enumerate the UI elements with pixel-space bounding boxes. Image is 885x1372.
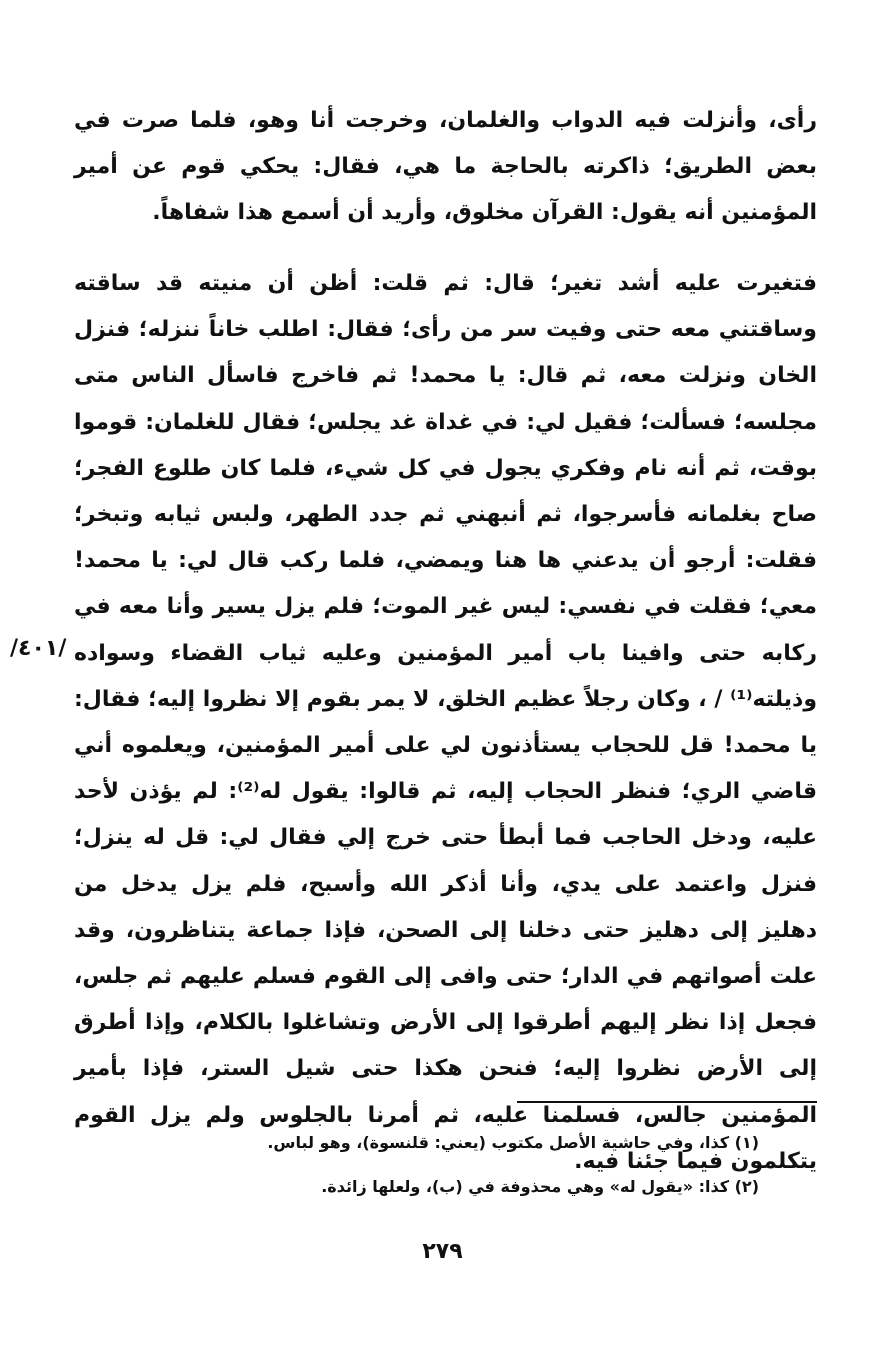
footnote-2: (٢) كذا: «يقول له» وهي محذوفة في (ب)، ولعلها زائدة.: [321, 1177, 759, 1196]
footnote-1: (١) كذا، وفي حاشية الأصل مكتوب (يعني: قلنسوة)، وهو لباس.: [267, 1133, 759, 1152]
body-paragraph-1: رأى، وأنزلت فيه الدواب والغلمان، وخرجت أنا وهو، فلما صرت في بعض الطريق؛ ذاكرته بالحاجة ما هي، فقال: يحكي قوم عن أمير المؤمنين أنه يقول: القرآن مخلوق، وأريد أن أسمع هذا شفاهاً.: [74, 108, 817, 226]
body-paragraph-2: فتغيرت عليه أشد تغير؛ قال: ثم قلت: أظن أن منيته قد ساقته وساقتني معه حتى وفيت سر من رأى؛ فقال: اطلب خاناً ننزله؛ فنزل الخان ونزلت معه، ثم قال: يا محمد! ثم فاخرج فاسأل الناس متى مجلسه؛ فسألت؛ فقيل لي: في غداة غد يجلس؛ فقال للغلمان: قوموا بوقت، ثم أنه نام وفكري يجول في كل شيء، فلما كان طلوع الفجر؛ صاح بغلمانه فأسرجوا، ثم أنبهني ثم جدد الطهر، ولبس ثيابه وتبخر؛ فقلت: أرجو أن يدعني ها هنا ويمضي، فلما ركب قال لي: يا محمد! معي؛ فقلت في نفسي: ليس غير الموت؛ فلم يزل يسير وأنا معه في ركابه حتى وافينا باب أمير المؤمنين وعليه ثياب القضاء وسواده وذيلته⁽¹⁾ / ، وكان رجلاً عظيم الخلق، لا يمر بقوم إلا نظروا إليه؛ فقال: يا محمد! قل للحجاب يستأذنون لي على أمير المؤمنين، ويعلموه أني قاضي الري؛ فنظر الحجاب إليه، ثم قالوا: يقول له⁽²⁾: لم يؤذن لأحد عليه، ودخل الحاجب فما أبطأ حتى خرج إلي فقال لي: قل له ينزل؛ فنزل واعتمد على يدي، وأنا أذكر الله وأسبح، فلم يزل يدخل من دهليز إلى دهليز حتى دخلنا إلى الصحن، فإذا جماعة يتناظرون، وقد علت أصواتهم في الدار؛ حتى وافى إلى القوم فسلم عليهم ثم جلس، فجعل إذا نظر إليهم أطرقوا إلى الأرض وتشاغلوا بالكلام، وإذا أطرق إلى الأرض نظروا إليه؛ فنحن هكذا حتى شيل الستر، فإذا بأمير المؤمنين جالس، فسلمنا عليه، ثم أمرنا بالجلوس ولم يزل القوم يتكلمون فيما جئنا فيه.: [74, 271, 817, 1174]
page-number: ٢٧٩: [422, 1239, 463, 1264]
footnote-divider: [517, 1101, 817, 1103]
margin-page-reference: /٤٠١/: [10, 636, 67, 661]
